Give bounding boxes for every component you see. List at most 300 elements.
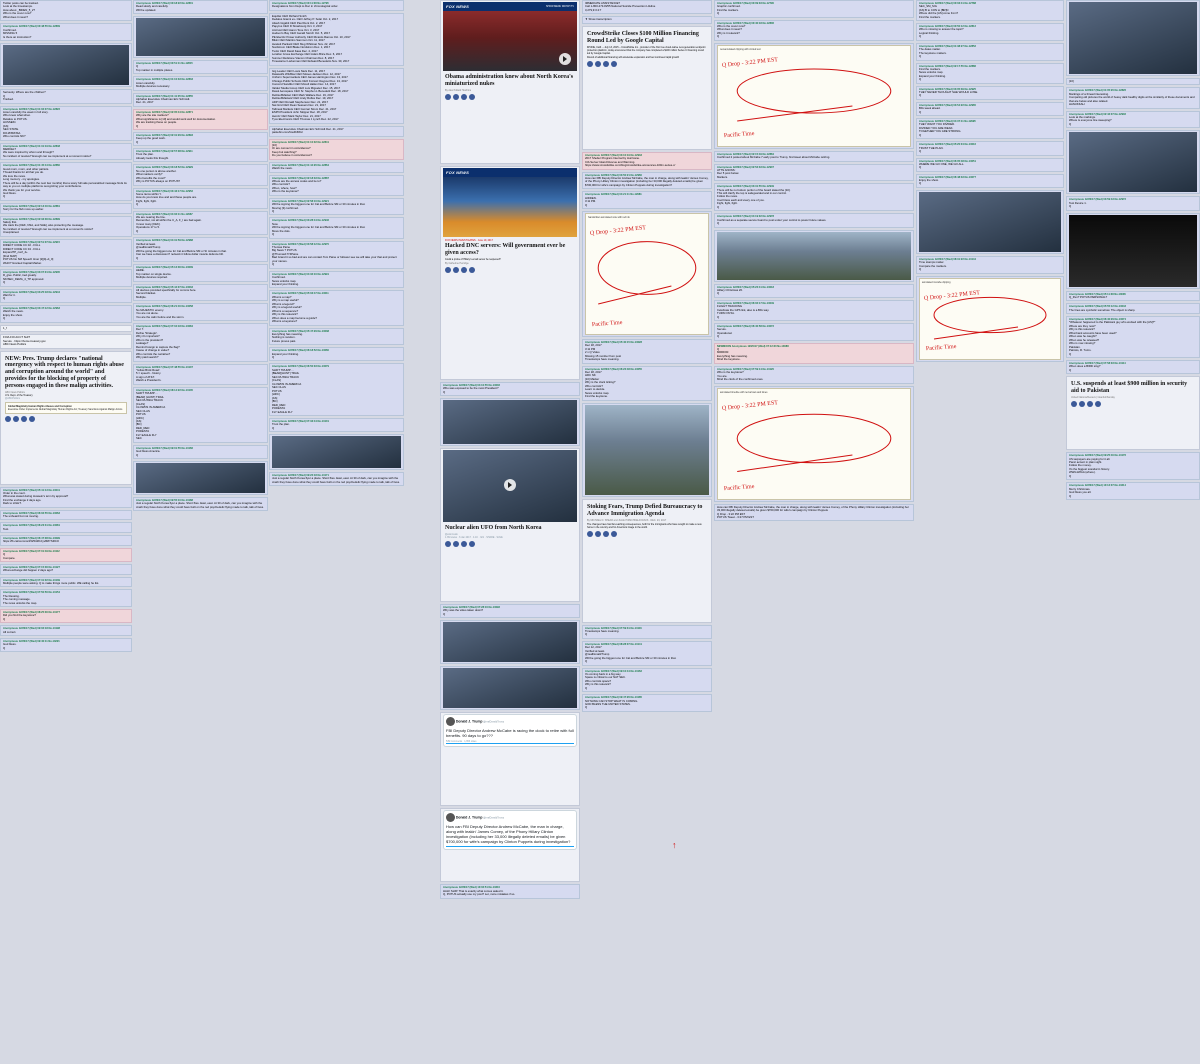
thread-post[interactable] <box>0 0 132 21</box>
embedded-news-article[interactable] <box>440 0 580 164</box>
post-header: Anonymous 12/20/17 (Wed) 08:14:22 No.13135 <box>136 388 193 392</box>
account-handle[interactable]: @elonmusk <box>445 533 458 537</box>
thread-post[interactable] <box>133 237 268 262</box>
thread-post[interactable] <box>916 0 1064 21</box>
thread-post[interactable] <box>133 323 268 362</box>
post-header: Anonymous 12/20/17 (Wed) 09:47:26 No.13185 <box>585 696 642 700</box>
post-line: Fight, fight, fight. <box>136 198 157 203</box>
news-nav-links[interactable]: SHOW MENU WATCH TV <box>546 5 574 8</box>
post-image[interactable] <box>1066 213 1200 289</box>
thread-post[interactable] <box>133 109 268 130</box>
facebook-icon[interactable] <box>1071 401 1077 407</box>
post-line: Q <box>919 93 922 98</box>
image-thumbnail[interactable] <box>717 232 911 280</box>
thread-post[interactable] <box>269 328 404 346</box>
tweet-stats[interactable]: 539 Comments 1,653 Likes <box>446 740 477 744</box>
post-line: Q <box>585 685 588 690</box>
thread-post[interactable] <box>582 191 712 209</box>
post-header: Anonymous 12/20/17 (Wed) 03:05:39 No.12925 <box>919 87 976 91</box>
thread-post[interactable] <box>0 305 132 323</box>
post-line: R_give. Public, tied greatly. <box>3 273 37 278</box>
post-header: Anonymous 12/20/17 (Wed) 01:41:05 No.12855 <box>136 94 193 98</box>
thread-post[interactable] <box>0 143 132 161</box>
post-line: Dec 5 post below. <box>717 171 740 176</box>
thread-post[interactable] <box>1066 482 1200 500</box>
image-thumbnail[interactable] <box>1069 2 1197 74</box>
tweet-handle[interactable]: @realDonaldTrump <box>483 720 505 724</box>
email-icon[interactable] <box>461 267 467 273</box>
image-thumbnail[interactable] <box>3 45 129 85</box>
post-line: POTUS <box>272 388 282 393</box>
post-header: Anonymous 12/20/17 (Wed) 03:59:43 No.12972 <box>1069 198 1126 202</box>
image-thumbnail[interactable] <box>1069 215 1197 287</box>
video-frame[interactable] <box>443 450 577 522</box>
post-line: HRC NK <box>585 373 596 378</box>
annotated-document-image[interactable] <box>714 386 914 502</box>
image-thumbnail[interactable] <box>443 400 577 444</box>
thread-post[interactable] <box>916 141 1064 155</box>
thread-post[interactable] <box>269 271 404 289</box>
post-header: Anonymous 12/20/17 (Wed) 04:10:55 No.13002 <box>443 384 500 387</box>
post-image[interactable] <box>133 16 268 58</box>
document-scan[interactable]: annotated mccabe clipping Q Drop - 3:22 PM EST Pacific Time <box>919 278 1061 360</box>
thread-post[interactable] <box>0 510 132 521</box>
print-icon[interactable] <box>611 531 617 537</box>
email-icon[interactable] <box>21 416 27 422</box>
post-header: Anonymous 12/20/17 (Wed) 03:31:55 No.12949 <box>717 185 774 189</box>
post-line: [HRC] <box>136 415 144 420</box>
thread-post[interactable] <box>0 625 132 636</box>
post-image[interactable] <box>582 403 712 497</box>
social-share-icons[interactable] <box>587 531 707 537</box>
thread-post[interactable] <box>714 151 914 162</box>
thread-post[interactable] <box>269 241 404 269</box>
post-header: Anonymous 12/20/17 (Wed) 01:05:20 No.12826 <box>1069 89 1126 93</box>
post-line: Who is the keystone? <box>272 189 299 194</box>
thread-post[interactable] <box>582 625 712 639</box>
post-line: Q <box>919 181 922 186</box>
thread-post[interactable] <box>269 0 404 11</box>
embedded-news-article[interactable] <box>582 26 712 150</box>
twitter-icon[interactable] <box>453 267 459 273</box>
red-circle-annotation <box>718 389 910 499</box>
image-thumbnail[interactable] <box>585 405 709 495</box>
post-line: Alphabet Executive Chairman Eric Schmidt Dec. 21, 2017 <box>272 126 344 131</box>
thread-post[interactable] <box>269 162 404 173</box>
post-image[interactable] <box>269 434 404 470</box>
thread-post[interactable] <box>916 23 1064 41</box>
thread-post[interactable] <box>0 89 132 103</box>
thread-post[interactable] <box>714 164 914 182</box>
thread-column <box>133 0 268 513</box>
thread-post[interactable] <box>714 213 914 227</box>
thread-post[interactable] <box>133 188 268 209</box>
post-line: SEC STATE. <box>3 127 19 132</box>
social-share-icons[interactable] <box>587 61 707 67</box>
post-header: Anonymous 12/20/17 (Wed) 03:58:12 No.12970 <box>272 242 329 246</box>
post-image[interactable] <box>1066 0 1200 76</box>
post-line: Q <box>585 659 588 664</box>
post-header: Anonymous 12/20/17 (Wed) 09:01:55 No.13166 <box>136 446 193 450</box>
post-line: Q <box>1069 493 1072 498</box>
thread-post[interactable] <box>133 211 268 236</box>
twitter-icon[interactable] <box>595 61 601 67</box>
thread-post[interactable] <box>714 323 914 341</box>
post-line: [10] <box>272 142 277 147</box>
thread-post[interactable] <box>0 325 132 332</box>
thread-post[interactable] <box>269 13 404 66</box>
thread-post[interactable] <box>133 76 268 90</box>
thread-post[interactable] <box>133 303 268 321</box>
tweet-card[interactable] <box>443 810 577 850</box>
post-line: Panic accent in plain sight. <box>1069 459 1103 464</box>
thread-post[interactable] <box>916 256 1064 274</box>
print-icon[interactable] <box>469 541 475 547</box>
post-line: Listen carefully the week in full story. <box>3 109 49 114</box>
thread-post[interactable] <box>916 118 1064 139</box>
post-line: Follow the news. <box>717 194 738 199</box>
post-line: Watch the news. <box>272 166 293 171</box>
post-line: Multiple people were asking. Q to make things more public. WE calling he list. <box>3 580 100 585</box>
post-line: Or are connect in coincidence? <box>272 146 311 151</box>
thread-post[interactable] <box>133 132 268 146</box>
post-line: Time stamps matter. <box>919 260 945 265</box>
print-icon[interactable] <box>29 416 35 422</box>
post-image[interactable] <box>714 230 914 282</box>
post-image[interactable] <box>916 190 1064 254</box>
post-line: Will be signing the biggest one for Cal and Before SM or 30 minutes in that. <box>272 225 366 230</box>
print-icon[interactable] <box>469 267 475 273</box>
post-line: Why is a legend useful? <box>272 305 302 310</box>
post-image[interactable] <box>440 620 580 664</box>
post-image[interactable] <box>440 398 580 446</box>
post-line: Dec 12, 2017 <box>585 645 602 650</box>
thread-post[interactable] <box>133 497 268 511</box>
email-icon[interactable] <box>1087 401 1093 407</box>
thread-post[interactable] <box>1066 196 1200 210</box>
account-handle[interactable]: @ABCPolitics <box>5 396 20 400</box>
thread-post[interactable] <box>1066 111 1200 129</box>
thread-post[interactable] <box>0 239 132 267</box>
post-line: *Whatever happened to the Pakistani guy who worked with the [AS]?* <box>1069 320 1156 325</box>
thread-post[interactable] <box>0 609 132 623</box>
post-line: When, where, how? <box>272 185 297 190</box>
post-header: Anonymous 12/20/17 (Wed) 06:18:52 No.13060 <box>272 349 329 353</box>
post-line: Enjoy the show. <box>919 177 939 182</box>
thread-post[interactable] <box>133 148 268 162</box>
thread-column <box>714 0 914 523</box>
post-header: Anonymous 12/20/17 (Wed) 04:37:11 No.12995 <box>919 120 976 124</box>
post-line: What exchange did happen 2 days ago? <box>3 568 54 573</box>
thread-post[interactable] <box>714 183 914 211</box>
post-line: Everything has meaning. <box>272 331 303 336</box>
post-line: The lines are symbolic somehow. The object is sharp. <box>1069 307 1136 312</box>
twitter-icon[interactable] <box>13 416 19 422</box>
post-line: How can FBI Deputy Director Andrew McCabe, the man in charge, along with leakin' James Comey, of the Phony Hillary Clinton investigation (including her 33,000 illegally deleted emails) be given $700,000 for wife's campaign by Clinton Puppets <box>717 504 909 513</box>
document-scan[interactable]: annotated timeline with red arrows and times Q Drop - 3:22 PM EST Pacific Time <box>717 388 911 500</box>
thread-post[interactable] <box>582 366 712 401</box>
thread-post[interactable] <box>269 126 404 137</box>
email-icon[interactable] <box>461 94 467 100</box>
thread-post[interactable] <box>0 162 132 201</box>
post-line: Who was exposed to be the most President? <box>443 386 499 391</box>
post-line: RED_RED <box>272 402 286 407</box>
post-line: Bad Grand it so bad and are can contact Tom Paine or follower see we will take your that and protect your names. <box>272 255 397 263</box>
thread-post[interactable] <box>1066 452 1200 480</box>
post-line: Q <box>717 11 720 16</box>
thread-post[interactable] <box>916 86 1064 100</box>
embedded-tweet[interactable] <box>440 808 580 882</box>
thread-post[interactable] <box>0 269 132 287</box>
annotated-document-image[interactable] <box>582 211 712 337</box>
social-share-icons[interactable] <box>1071 401 1195 407</box>
thread-post[interactable] <box>0 638 132 652</box>
tweet-card[interactable] <box>443 714 577 747</box>
post-line: Q <box>919 149 922 154</box>
thread-post[interactable] <box>714 300 914 321</box>
post-line: 1_f <box>3 325 7 330</box>
post-line: Seriously. Where are the children? <box>3 90 46 95</box>
print-icon[interactable] <box>469 94 475 100</box>
post-line: Order in the court. <box>3 490 26 495</box>
post-header: Anonymous 12/20/17 (Wed) 02:17:55 No.12886 <box>919 64 976 68</box>
post-line: @realDonaldTrump <box>136 245 161 250</box>
post-line: Why it's important? <box>136 334 160 339</box>
thread-post[interactable] <box>0 548 132 562</box>
thread-post[interactable] <box>714 0 914 18</box>
thread-post[interactable] <box>133 387 268 443</box>
post-header: Anonymous 12/20/17 (Wed) 01:10:02 No.12841 <box>272 140 329 144</box>
post-line: Thomas Paine <box>272 244 291 249</box>
news-body <box>585 501 709 541</box>
image-thumbnail[interactable] <box>919 192 1061 252</box>
post-line: Q <box>919 54 922 59</box>
thread-post[interactable] <box>582 694 712 712</box>
post-line: Concord Sandifer CEO Morell Hallen Dec. 14, 2017 <box>272 82 336 87</box>
facebook-icon[interactable] <box>445 267 451 273</box>
social-share-icons[interactable] <box>445 541 575 547</box>
image-thumbnail[interactable] <box>272 436 401 468</box>
thread-post[interactable] <box>582 152 712 170</box>
thread-post[interactable] <box>0 23 132 41</box>
post-image[interactable] <box>440 666 580 710</box>
post-line: Q <box>1069 204 1072 209</box>
twitter-icon[interactable] <box>595 531 601 537</box>
email-icon[interactable] <box>603 531 609 537</box>
facebook-icon[interactable] <box>587 531 593 537</box>
thread-post[interactable] <box>0 487 132 508</box>
image-thumbnail[interactable] <box>443 622 577 662</box>
news-site-header[interactable] <box>443 168 577 177</box>
post-header: Anonymous 12/20/17 (Wed) 02:58:10 No.12921 <box>272 199 329 203</box>
embedded-news-article[interactable] <box>0 351 132 485</box>
social-share-icons[interactable] <box>5 416 127 422</box>
play-icon[interactable] <box>559 53 571 65</box>
play-icon[interactable] <box>504 479 516 491</box>
thread-post[interactable] <box>269 290 404 325</box>
post-line: Dedalus Gianni ex- CEO Jeffrey P. Solar Oct. 2, 2017 <box>272 17 339 22</box>
facebook-icon[interactable] <box>445 541 451 547</box>
thread-post[interactable] <box>916 102 1064 116</box>
thread-post[interactable] <box>1066 291 1200 302</box>
thread-post[interactable] <box>1066 87 1200 108</box>
email-icon[interactable] <box>461 541 467 547</box>
image-thumbnail[interactable] <box>136 18 265 56</box>
news-site-header[interactable] <box>443 2 577 11</box>
facebook-icon[interactable] <box>5 416 11 422</box>
post-line: POTUS No SM Speech timer [2][4]+4_0] <box>3 257 54 262</box>
post-header: Anonymous 12/20/17 (Wed) 00:48:55 No.12809 <box>3 25 60 29</box>
thread-post[interactable] <box>0 334 132 348</box>
post-line: [HRC] <box>272 392 280 397</box>
thread-post[interactable] <box>133 364 268 385</box>
thread-post[interactable] <box>133 445 268 459</box>
thread-post[interactable] <box>0 564 132 575</box>
post-header: Anonymous 12/20/17 (Wed) 00:11:08 No.12795 <box>272 2 329 5</box>
document-scan[interactable]: red-annotated clipping with circled text Q Drop - 3:22 PM EST Pacific Time <box>717 45 911 147</box>
thread-post[interactable] <box>0 535 132 546</box>
thread-post[interactable] <box>582 339 712 364</box>
twitter-icon[interactable] <box>453 541 459 547</box>
thread-post[interactable] <box>269 68 404 124</box>
post-line: Q <box>717 204 720 209</box>
social-share-icons[interactable] <box>445 267 575 273</box>
thread-post[interactable] <box>714 20 914 41</box>
thread-post[interactable] <box>0 289 132 303</box>
post-line: DIVIDED YOU ARE WEAK. <box>919 125 954 130</box>
thread-post[interactable] <box>269 175 404 196</box>
post-line: Watch a President's. <box>136 378 162 383</box>
post-line: PODESTA <box>136 429 150 434</box>
document-scan[interactable]: handwritten annotated note with red ink Q Drop - 3:22 PM EST Pacific Time <box>585 213 709 335</box>
thread-post[interactable] <box>269 139 404 160</box>
thread-post[interactable] <box>916 63 1064 84</box>
post-line: Logical thinking. <box>919 30 940 35</box>
thread-post[interactable] <box>269 198 404 216</box>
annotated-document-image[interactable] <box>916 276 1064 362</box>
post-line: There will be no bottom portion of the board stated the [10]. <box>717 187 791 192</box>
news-section: FOX NEWS INVESTIGATES · June 19, 2017 <box>445 239 493 242</box>
thread-post[interactable] <box>0 577 132 588</box>
thread-post[interactable] <box>0 522 132 533</box>
thread-post[interactable] <box>269 217 404 238</box>
annotated-document-image[interactable] <box>714 43 914 149</box>
twitter-icon[interactable] <box>1079 401 1085 407</box>
thread-post[interactable] <box>714 284 914 298</box>
thread-post[interactable] <box>133 284 268 302</box>
post-line: SEC RUSSIA TRACK <box>136 398 163 403</box>
post-header: Anonymous 12/20/17 (Wed) 08:31:22 No.13144 <box>919 257 976 261</box>
thread-post[interactable] <box>714 343 914 364</box>
thread-post[interactable] <box>440 604 580 618</box>
thread-post[interactable] <box>714 366 914 384</box>
thread-post[interactable] <box>916 174 1064 188</box>
post-line: Q <box>3 316 6 321</box>
post-line: ESPN President John Skipper Dec. 18, 2017 <box>272 110 328 115</box>
post-line: Test. <box>3 526 9 531</box>
post-line: Cool bless each and every one of you. <box>717 197 765 202</box>
thread-post[interactable] <box>0 216 132 237</box>
post-line: Everything has meaning. <box>717 353 748 358</box>
embedded-news-article[interactable] <box>1066 376 1200 450</box>
tweet-handle[interactable]: @realDonaldTrump <box>483 816 505 820</box>
embedded-news-article[interactable] <box>440 166 580 380</box>
thread-post[interactable] <box>133 60 268 74</box>
thread-post[interactable] <box>916 158 1064 172</box>
facebook-icon[interactable] <box>587 61 593 67</box>
thread-post[interactable] <box>440 382 580 396</box>
post-header: Anonymous 12/20/17 (Wed) 09:40:11 No.13221 <box>3 640 60 644</box>
post-header: Anonymous 12/20/17 (Wed) 06:21:40 No.13058 <box>136 305 193 309</box>
embedded-news-article[interactable] <box>582 499 712 623</box>
thread-post[interactable] <box>0 203 132 214</box>
post-image[interactable] <box>0 43 132 87</box>
post-line: Q <box>3 296 6 301</box>
thread-post[interactable] <box>269 472 404 486</box>
post-line: Relative to POTUS. <box>3 116 28 121</box>
print-icon[interactable] <box>611 61 617 67</box>
thread-post[interactable] <box>916 43 1064 61</box>
post-line: RED_RED <box>136 425 150 430</box>
tweet-author-name: Donald J. Trump <box>455 719 483 724</box>
embedded-tweet[interactable] <box>440 712 580 806</box>
thread-post[interactable] <box>1066 78 1200 85</box>
thread-post[interactable] <box>0 589 132 607</box>
thread-post[interactable] <box>133 164 268 185</box>
post-line: Mind the clock of the confirmed ones. <box>717 377 764 382</box>
post-line: No one person is above another. <box>136 168 177 173</box>
thread-post[interactable] <box>582 172 712 190</box>
post-image[interactable] <box>1066 130 1200 194</box>
thread-post[interactable] <box>0 106 132 141</box>
thread-post[interactable] <box>133 264 268 282</box>
post-line: [BEAR] [HUNT] TRAIL <box>136 394 164 399</box>
post-line: Timestamps have meaning. <box>585 357 620 362</box>
image-thumbnail[interactable] <box>136 463 265 493</box>
twitter-icon[interactable] <box>453 94 459 100</box>
image-thumbnail[interactable] <box>443 668 577 708</box>
thread-post[interactable] <box>133 93 268 107</box>
thread-post[interactable] <box>1066 360 1200 374</box>
thread-post[interactable] <box>269 363 404 416</box>
facebook-icon[interactable] <box>445 94 451 100</box>
thread-post[interactable] <box>582 16 712 23</box>
thread-post[interactable] <box>714 504 914 522</box>
social-share-icons[interactable] <box>445 94 575 100</box>
print-icon[interactable] <box>1095 401 1101 407</box>
post-header: Anonymous 12/20/17 (Wed) 03:47:12 No.12963 <box>3 306 60 310</box>
post-line: Is there an instruction? <box>3 34 32 39</box>
thread-post[interactable] <box>582 641 712 666</box>
thread-post[interactable] <box>440 884 580 898</box>
news-source-logo: FOX NEWS <box>446 170 469 175</box>
thread-post[interactable] <box>582 668 712 693</box>
post-line: ADP CEO Ronald Stephenson Dec. 21, 2017 <box>272 99 329 104</box>
thread-post[interactable] <box>269 347 404 361</box>
post-image[interactable] <box>133 461 268 495</box>
image-thumbnail[interactable] <box>1069 132 1197 192</box>
thread-post[interactable] <box>1066 303 1200 314</box>
thread-post[interactable] <box>582 0 712 14</box>
thread-post[interactable] <box>133 0 268 14</box>
post-line: NOTHING CAN STOP WHAT IS COMING. <box>585 698 639 703</box>
thread-post[interactable] <box>269 418 404 432</box>
email-icon[interactable] <box>603 61 609 67</box>
post-header: Anonymous 12/20/17 (Wed) 06:02:17 No.13049 <box>717 301 774 305</box>
post-line: Unexplained. <box>3 230 20 235</box>
thread-post[interactable] <box>1066 316 1200 358</box>
embedded-news-article[interactable] <box>440 448 580 602</box>
